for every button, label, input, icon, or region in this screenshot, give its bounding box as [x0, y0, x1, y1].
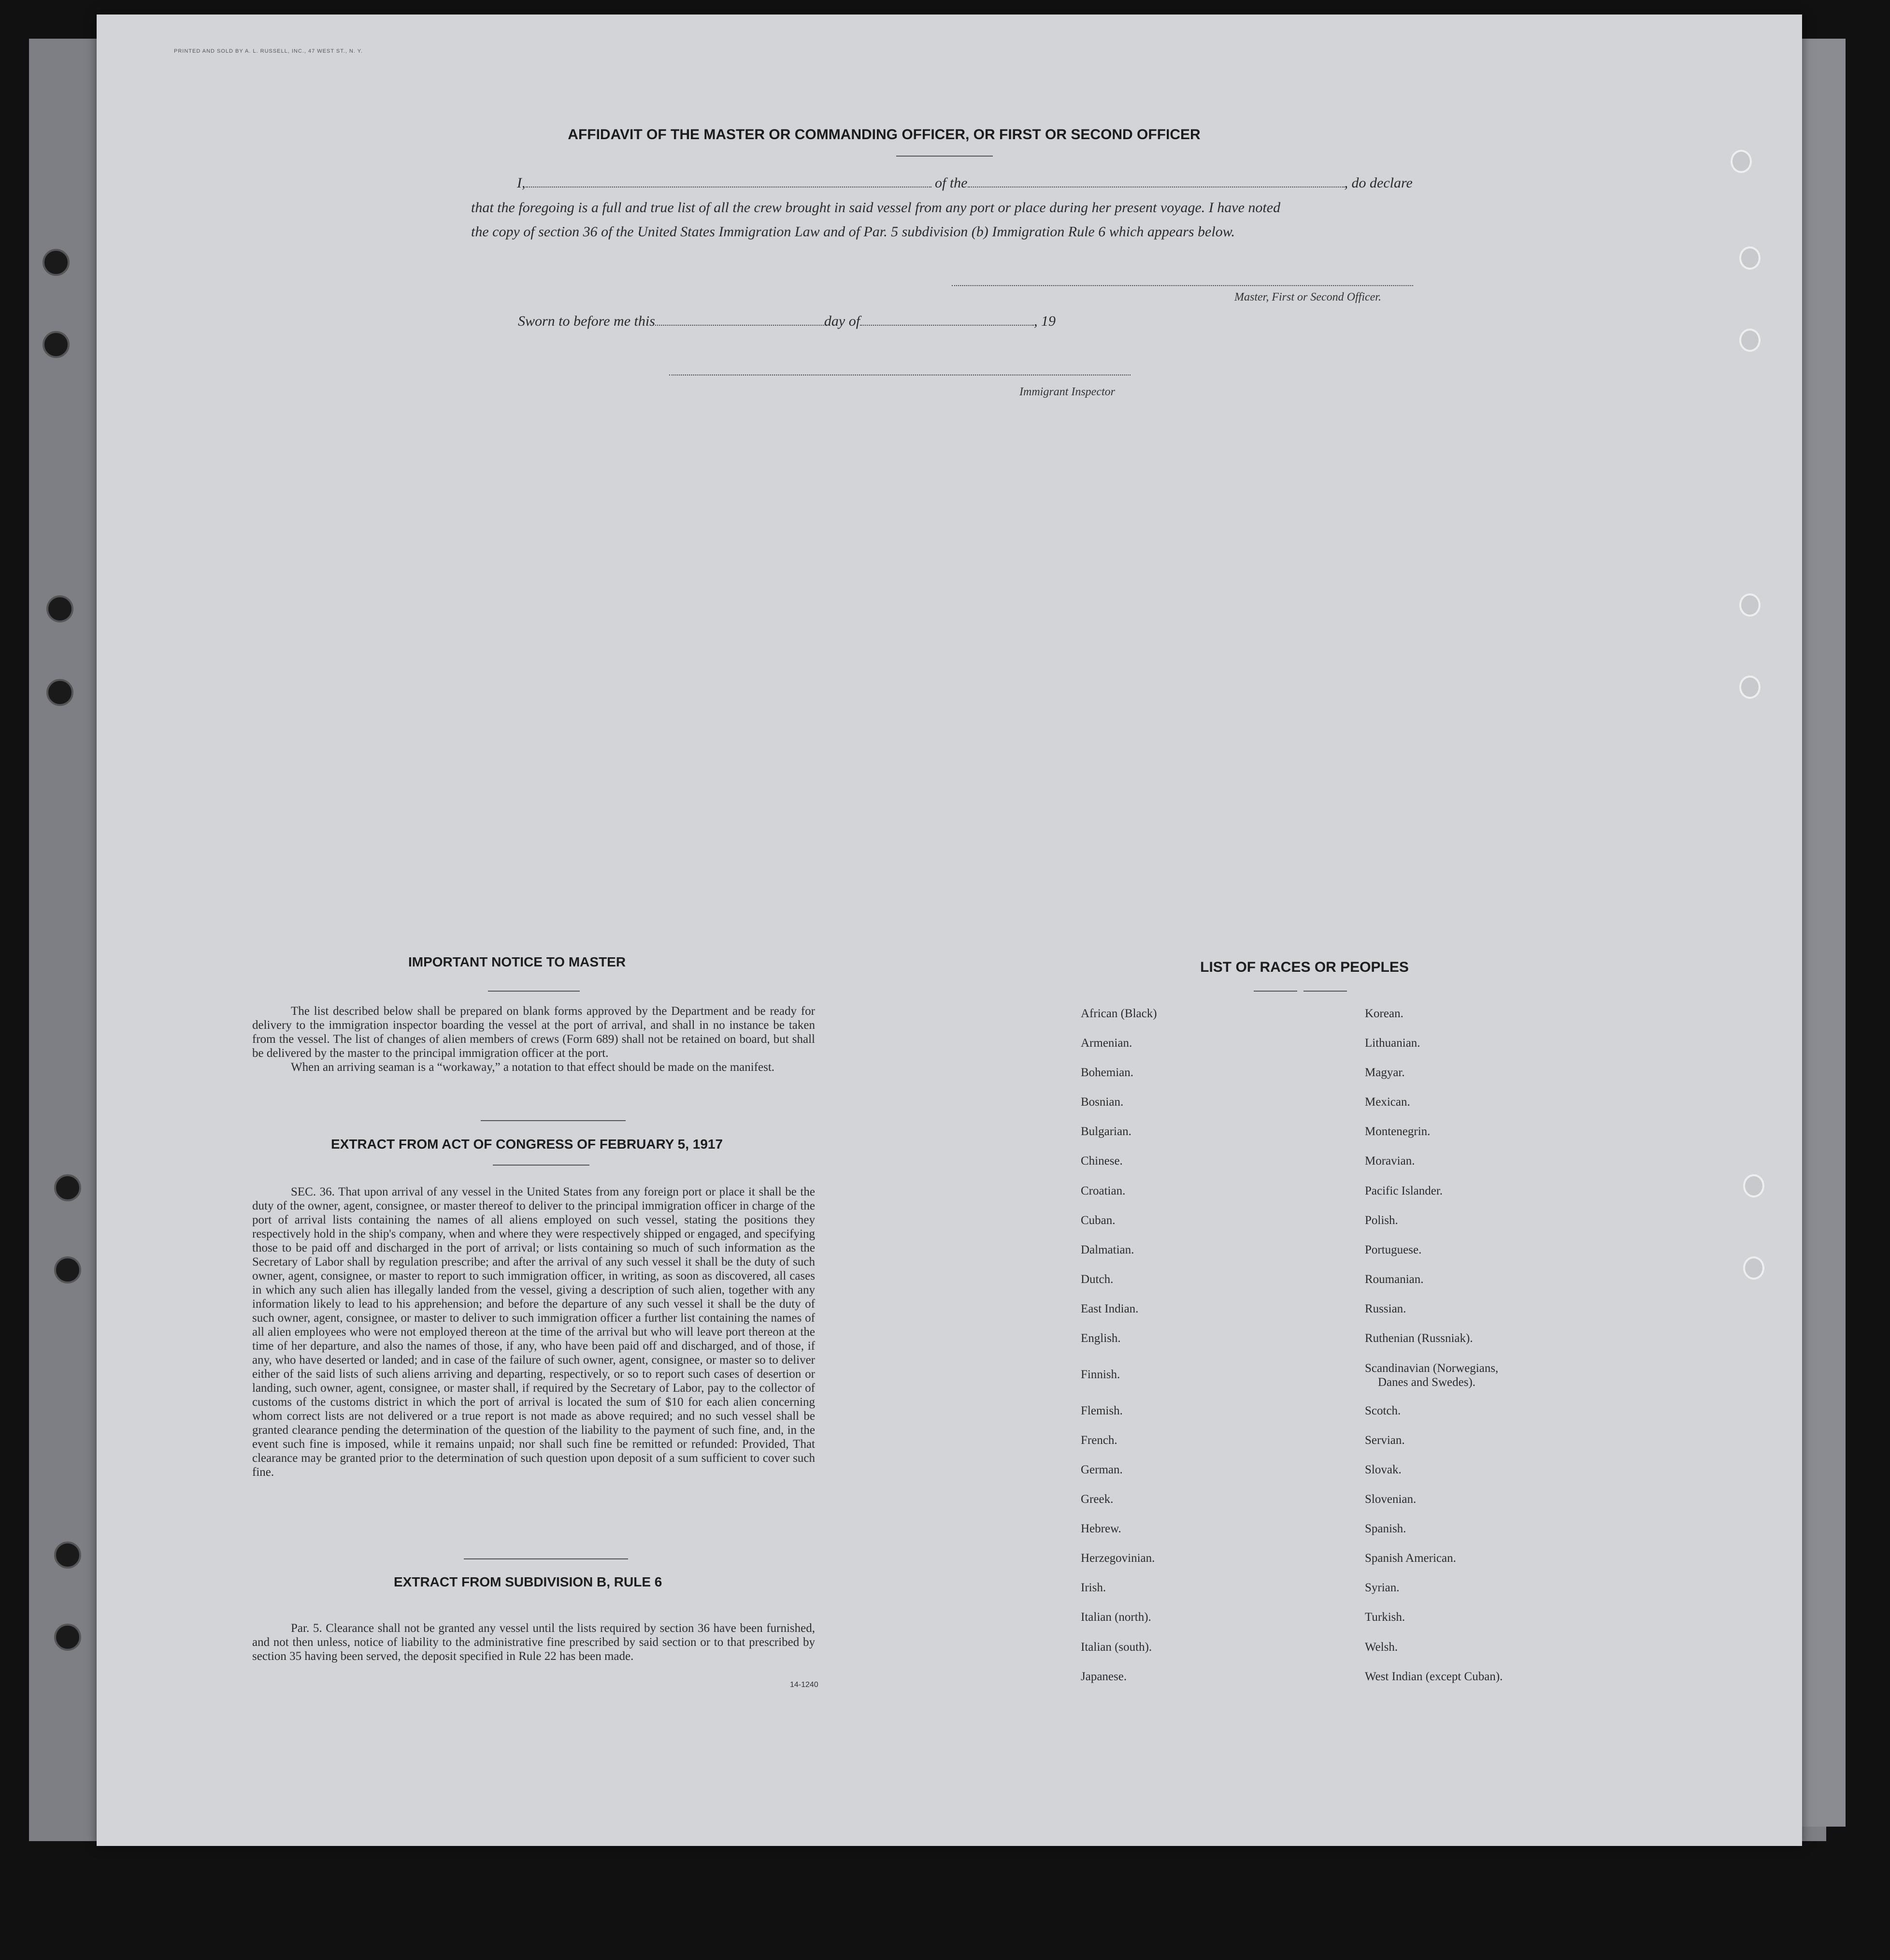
divider [488, 991, 580, 992]
binder-hole-icon [46, 679, 73, 706]
extract-rule-body [252, 1621, 815, 1663]
race-item: Finnish. [1081, 1368, 1120, 1381]
printer-line: PRINTED AND SOLD BY A. L. RUSSELL, INC., 47 WEST ST., N. Y. [174, 48, 363, 54]
race-item: Servian. [1365, 1434, 1405, 1447]
race-item: Italian (south). [1081, 1641, 1152, 1654]
extract-act-body [252, 1185, 815, 1479]
race-item: Scandinavian (Norwegians, [1365, 1362, 1499, 1375]
divider [481, 1120, 626, 1121]
race-item: Greek. [1081, 1493, 1114, 1506]
affidavit-line1-mid: of the [935, 175, 968, 191]
race-item: Portuguese. [1365, 1243, 1422, 1256]
race-item: Bohemian. [1081, 1066, 1134, 1079]
race-item: Spanish American. [1365, 1552, 1456, 1565]
section-36-text: SEC. 36. That upon arrival of any vessel in the United States from any foreign port or place it shall be the duty of the owner, agent, consignee, or master thereof to deliver to the principal immigration officer in charge of the port of arrival lists containing the names of all aliens employed on such vessel, stating the positions they respectively hold in the ship's company, when and where they were respectively shipped or engaged, and specifying those to be paid off and discharged in the port of arrival; or lists containing so much of such information as the Secretary of Labor shall by regulation prescribe; and after the arrival of any such vessel it shall be the duty of such owner, agent, consignee, or master to report to such immigration officer, in writing, as soon as discovered, all cases in which any such alien has illegally landed from the vessel, giving a description of such alien, together with any information likely to lead to his apprehension; and before the departure of any such vessel it shall be the duty of such owner, agent, consignee, or master to deliver to such immigration officer a further list containing the names of all alien employees who were not employed thereon at the time of the arrival but who will leave port thereon at the time of her departure, and also the names of those, if any, who have been paid off and discharged, and of those, if any, who have deserted or landed; and in case of the failure of such owner, agent, consignee, or master so to deliver either of the said lists of such aliens arriving and departing, respectively, or so to report such cases of desertion or landing, such owner, agent, consignee, or master shall, if required by the Secretary of Labor, pay to the collector of customs of the customs district in which the port of arrival is located the sum of $10 for each alien concerning whom correct lists are not delivered or a true report is not made as above required; and no such vessel shall be granted clearance pending the determination of the question of the liability to the payment of such fine, and, in the event such fine is imposed, while it remains unpaid; nor shall such fine be remitted or refunded: Provided, That clearance may be granted prior to the determination of such question upon deposit of a sum sufficient to cover such fine. [252, 1185, 815, 1479]
race-item: Syrian. [1365, 1581, 1400, 1594]
divider [1303, 991, 1347, 992]
binder-hole-icon [54, 1624, 81, 1651]
binder-hole-icon [1739, 676, 1761, 699]
race-item: French. [1081, 1434, 1117, 1447]
race-item: Spanish. [1365, 1522, 1406, 1535]
race-item: Danes and Swedes). [1378, 1376, 1476, 1389]
binder-hole-icon [54, 1542, 81, 1569]
races-title: LIST OF RACES OR PEOPLES [1200, 959, 1409, 975]
race-item: Hebrew. [1081, 1522, 1121, 1535]
race-item: Dutch. [1081, 1273, 1114, 1286]
race-item: Cuban. [1081, 1214, 1116, 1227]
affidavit-line-2: that the foregoing is a full and true list of all the crew brought in said vessel from any port or place during her present voyage. I have noted [471, 200, 1281, 216]
notice-paragraph-2: When an arriving seaman is a “workaway,” a notation to that effect should be made on the manifest. [291, 1061, 775, 1074]
sworn-end: , 19 [1034, 313, 1056, 329]
sworn-start: Sworn to before me this [518, 313, 655, 329]
extract-rule-title: EXTRACT FROM SUBDIVISION B, RULE 6 [394, 1574, 662, 1589]
race-item: Bosnian. [1081, 1095, 1124, 1109]
sworn-line [518, 313, 1056, 330]
race-item: Polish. [1365, 1214, 1398, 1227]
binder-hole-icon [1739, 329, 1761, 352]
race-item: Slovak. [1365, 1463, 1402, 1476]
race-item: Russian. [1365, 1302, 1406, 1315]
affidavit-title: AFFIDAVIT OF THE MASTER OR COMMANDING OFFICER, OR FIRST OR SECOND OFFICER [568, 127, 1201, 143]
binder-hole-icon [1739, 593, 1761, 617]
race-item: Roumanian. [1365, 1273, 1424, 1286]
race-item: Scotch. [1365, 1404, 1401, 1417]
race-item: English. [1081, 1332, 1121, 1345]
notice-body [252, 1004, 815, 1074]
binder-hole-icon [54, 1256, 81, 1283]
divider [493, 1165, 589, 1166]
affidavit-line-3: the copy of section 36 of the United States Immigration Law and of Par. 5 subdivision (b) Immigration Rule 6 which appears below. [471, 224, 1235, 240]
affidavit-line1-end: , do declare [1344, 175, 1413, 191]
race-item: Turkish. [1365, 1611, 1405, 1624]
race-item: West Indian (except Cuban). [1365, 1670, 1503, 1683]
race-item: Flemish. [1081, 1404, 1123, 1417]
divider [896, 156, 993, 157]
binder-hole-icon [1731, 150, 1752, 173]
race-item: Herzegovinian. [1081, 1552, 1155, 1565]
race-item: Armenian. [1081, 1037, 1132, 1050]
race-item: German. [1081, 1463, 1123, 1476]
master-signature-line[interactable] [952, 285, 1413, 286]
race-item: Dalmatian. [1081, 1243, 1134, 1256]
divider [1254, 991, 1297, 992]
race-item: Ruthenian (Russniak). [1365, 1332, 1473, 1345]
sworn-mid: day of [824, 313, 860, 329]
race-item: Welsh. [1365, 1641, 1398, 1654]
race-item: Croatian. [1081, 1184, 1126, 1197]
name-field[interactable] [526, 176, 931, 187]
race-item: Irish. [1081, 1581, 1106, 1594]
race-item: Pacific Islander. [1365, 1184, 1443, 1197]
divider [464, 1558, 628, 1559]
race-item: Magyar. [1365, 1066, 1405, 1079]
binder-hole-icon [1739, 246, 1761, 270]
binder-hole-icon [1743, 1174, 1764, 1197]
race-item: Korean. [1365, 1007, 1403, 1020]
document-page [97, 14, 1802, 1846]
extract-act-title: EXTRACT FROM ACT OF CONGRESS OF FEBRUARY 5, 1917 [331, 1137, 723, 1152]
binder-hole-icon [43, 331, 70, 358]
rule-6-text: Par. 5. Clearance shall not be granted any vessel until the lists required by section 36 have been furnished, and not then unless, notice of liability to the administrative fine prescribed by said section or to that prescribed by section 35 having been served, the deposit specified in Rule 22 has been made. [252, 1622, 815, 1663]
race-item: Chinese. [1081, 1154, 1123, 1167]
race-item: Japanese. [1081, 1670, 1127, 1683]
sworn-month-field[interactable] [860, 314, 1034, 326]
race-item: Slovenian. [1365, 1493, 1417, 1506]
race-item: Bulgarian. [1081, 1125, 1131, 1138]
master-signature-caption: Master, First or Second Officer. [1234, 291, 1381, 303]
inspector-caption: Immigrant Inspector [1019, 386, 1115, 398]
binder-hole-icon [43, 249, 70, 276]
race-item: African (Black) [1081, 1007, 1157, 1020]
binder-hole-icon [54, 1174, 81, 1201]
race-item: Mexican. [1365, 1095, 1410, 1109]
race-item: East Indian. [1081, 1302, 1139, 1315]
vessel-field[interactable] [968, 176, 1345, 187]
affidavit-line1-start: I, [517, 175, 526, 191]
binder-hole-icon [1743, 1256, 1764, 1280]
race-item: Lithuanian. [1365, 1037, 1420, 1050]
affidavit-line-1 [517, 175, 1413, 191]
sworn-day-field[interactable] [655, 314, 824, 326]
binder-hole-icon [46, 595, 73, 622]
notice-paragraph-1: The list described below shall be prepared on blank forms approved by the Department and be ready for delivery to the immigration inspector boarding the vessel at the port of arrival, and shall in no instance be taken from the vessel. The list of changes of alien members of crews (Form 689) shall not be retained on board, but shall be delivered by the master to the principal immigration officer at the port. [252, 1005, 815, 1060]
race-item: Moravian. [1365, 1154, 1415, 1167]
notice-title: IMPORTANT NOTICE TO MASTER [408, 954, 626, 969]
race-item: Italian (north). [1081, 1611, 1151, 1624]
race-item: Montenegrin. [1365, 1125, 1431, 1138]
form-number: 14-1240 [790, 1681, 818, 1689]
